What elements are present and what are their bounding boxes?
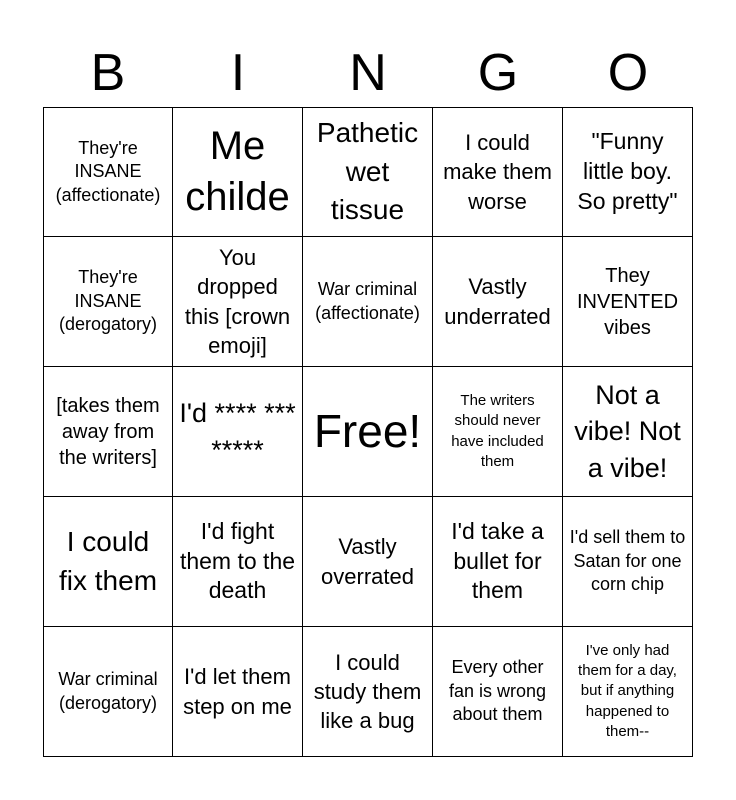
cell-text: War criminal (derogatory): [58, 669, 158, 713]
bingo-cell[interactable]: [563, 497, 693, 627]
cell-text: Not a vibe! Not a vibe!: [574, 379, 681, 483]
cell-text: I'd let them step on me: [183, 664, 292, 719]
cell-text: They're INSANE (derogatory): [58, 267, 158, 335]
bingo-cell[interactable]: [43, 367, 173, 497]
cell-text: I'd **** *** *****: [179, 398, 296, 465]
cell-text: They INVENTED vibes: [576, 264, 679, 339]
cell-text: I could study them like a bug: [313, 649, 422, 734]
bingo-board: [43, 107, 693, 757]
bingo-cell[interactable]: [173, 497, 303, 627]
cell-text: I'd take a bullet for them: [451, 517, 544, 604]
free-space-text: Free!: [313, 404, 422, 457]
cell-text: I could fix them: [58, 525, 158, 596]
bingo-cell[interactable]: [433, 367, 563, 497]
cell-text: I could make them worse: [443, 130, 552, 214]
cell-text: Every other fan is wrong about them: [448, 657, 547, 725]
header-letter-g: G: [477, 44, 519, 102]
bingo-cell[interactable]: [43, 627, 173, 757]
bingo-cell[interactable]: [563, 107, 693, 237]
cell-text: I've only had them for a day, but if anything happened to them--: [578, 641, 677, 740]
cell-text: I'd sell them to Satan for one corn chip: [569, 527, 686, 595]
bingo-cell[interactable]: [303, 627, 433, 757]
cell-text: Me childe: [185, 123, 290, 219]
bingo-cell[interactable]: [563, 367, 693, 497]
bingo-cell[interactable]: [173, 107, 303, 237]
bingo-cell-free[interactable]: [303, 367, 433, 497]
header-letter-n: N: [349, 44, 387, 102]
bingo-cell[interactable]: [303, 237, 433, 367]
bingo-cell[interactable]: [433, 497, 563, 627]
bingo-cell[interactable]: [43, 497, 173, 627]
cell-text: War criminal (affectionate): [315, 279, 420, 323]
cell-text: I'd fight them to the death: [179, 517, 296, 604]
bingo-cell[interactable]: [43, 237, 173, 367]
cell-text: "Funny little boy. So pretty": [577, 128, 678, 214]
cell-text: You dropped this [crown emoji]: [184, 245, 291, 358]
header-letter-i: I: [230, 44, 246, 102]
bingo-cell[interactable]: [433, 107, 563, 237]
bingo-cell[interactable]: [173, 627, 303, 757]
bingo-cell[interactable]: [173, 237, 303, 367]
header-letter-b: B: [90, 44, 126, 102]
header-letter-o: O: [607, 44, 649, 102]
cell-text: Vastly overrated: [321, 534, 414, 589]
bingo-cell[interactable]: [563, 627, 693, 757]
bingo-cell[interactable]: [173, 367, 303, 497]
bingo-header: [43, 40, 693, 106]
cell-text: Vastly underrated: [444, 274, 551, 329]
bingo-cell[interactable]: [433, 237, 563, 367]
cell-text: They're INSANE (affectionate): [55, 137, 161, 205]
cell-text: The writers should never have included them: [451, 392, 544, 470]
cell-text: Pathetic wet tissue: [316, 117, 419, 226]
bingo-cell[interactable]: [563, 237, 693, 367]
bingo-cell[interactable]: [433, 627, 563, 757]
bingo-cell[interactable]: [303, 107, 433, 237]
cell-text: [takes them away from the writers]: [56, 394, 160, 469]
bingo-cell[interactable]: [43, 107, 173, 237]
bingo-cell[interactable]: [303, 497, 433, 627]
